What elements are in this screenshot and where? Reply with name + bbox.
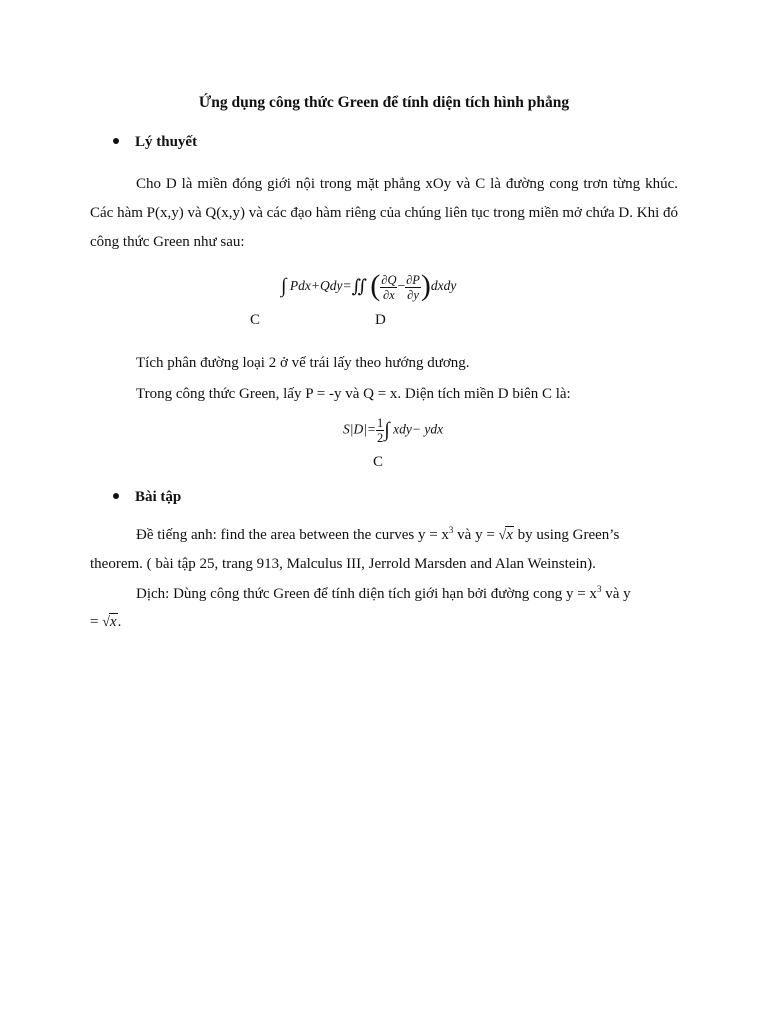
fraction-num: 1	[377, 416, 384, 430]
fraction-dy: ∂y	[407, 287, 419, 302]
exercise-english-line2: theorem. ( bài tập 25, trang 913, Malculus III, Jerrold Marsden and Alan Weinstein).	[90, 556, 596, 572]
sqrt-x-en	[499, 527, 514, 544]
left-paren: (	[370, 269, 381, 302]
exercise-vi-line2-prefix: =	[90, 614, 103, 630]
green-formula	[281, 269, 457, 302]
bullet-icon	[113, 138, 119, 144]
green-lhs: Pdx+Qdy=	[289, 278, 352, 294]
exercise-en-part3: by using Green’s	[513, 527, 620, 543]
fraction-dp: ∂P	[406, 272, 420, 287]
line-positive-direction: Tích phân đường loại 2 ở vế trái lấy theo hướng dương.	[136, 355, 470, 371]
exercise-vi-part1: Dịch: Dùng công thức Green để tính diện tích giới hạn bởi đường cong y = x	[136, 586, 597, 602]
page-title: Ứng dụng công thức Green để tính diện tích hình phẳng	[198, 94, 570, 111]
fraction-dq-dx	[380, 273, 397, 302]
radical-icon: √	[102, 615, 110, 630]
bullet-icon	[113, 493, 119, 499]
green-label-c: C	[250, 312, 261, 328]
exercise-en-part2: và y =	[453, 527, 499, 543]
green-label-d: D	[375, 312, 386, 328]
section-heading-exercise	[113, 489, 181, 506]
sqrt-arg-vi: x	[109, 614, 117, 630]
theory-paragraph-text: Cho D là miền đóng giới nội trong mặt phẳng xOy và C là đường cong trơn từng khúc. Các hàm P(x,y) và Q(x,y) và các đạo hàm riêng của chúng liên tục trong miền mở chứa D. Khi đó công thức Green như sau:	[90, 176, 678, 250]
exercise-vietnamese-line1	[136, 586, 631, 603]
green-tail: dxdy	[430, 278, 457, 294]
section-exercise-label: Bài tập	[135, 489, 182, 505]
right-paren: )	[420, 269, 431, 302]
exercise-english-line1	[136, 527, 619, 544]
area-integral-sign: ∫	[384, 418, 390, 441]
fraction-dq: ∂Q	[381, 272, 397, 287]
radical-icon: √	[498, 528, 507, 543]
area-label-c: C	[373, 454, 384, 470]
green-minus: −	[397, 278, 406, 294]
fraction-den: 2	[377, 431, 384, 445]
area-lhs: S|D|=	[343, 421, 377, 437]
fraction-dp-dy	[405, 273, 421, 302]
theory-paragraph	[90, 170, 678, 257]
exercise-vi-line2-suffix: .	[117, 614, 122, 630]
exercise-en-exponent: 3	[448, 525, 454, 535]
line-integral-sign: ∫	[281, 275, 287, 298]
exercise-en-part1: Đề tiếng anh: find the area between the curves y = x	[136, 527, 449, 543]
sqrt-arg-en: x	[506, 527, 513, 543]
exercise-vietnamese-line2	[90, 614, 121, 631]
section-heading-theory	[113, 134, 197, 151]
fraction-dx: ∂x	[383, 287, 395, 302]
area-formula	[343, 416, 443, 445]
exercise-vi-part2: và y	[601, 586, 631, 602]
exercise-vi-exponent: 3	[596, 584, 602, 594]
sqrt-x-vi	[102, 614, 117, 631]
line-substitution: Trong công thức Green, lấy P = -y và Q = x. Diện tích miền D biên C là:	[136, 386, 571, 402]
section-theory-label: Lý thuyết	[135, 134, 198, 150]
double-integral-sign: ∬	[351, 276, 367, 297]
area-rhs: xdy− ydx	[393, 421, 444, 437]
